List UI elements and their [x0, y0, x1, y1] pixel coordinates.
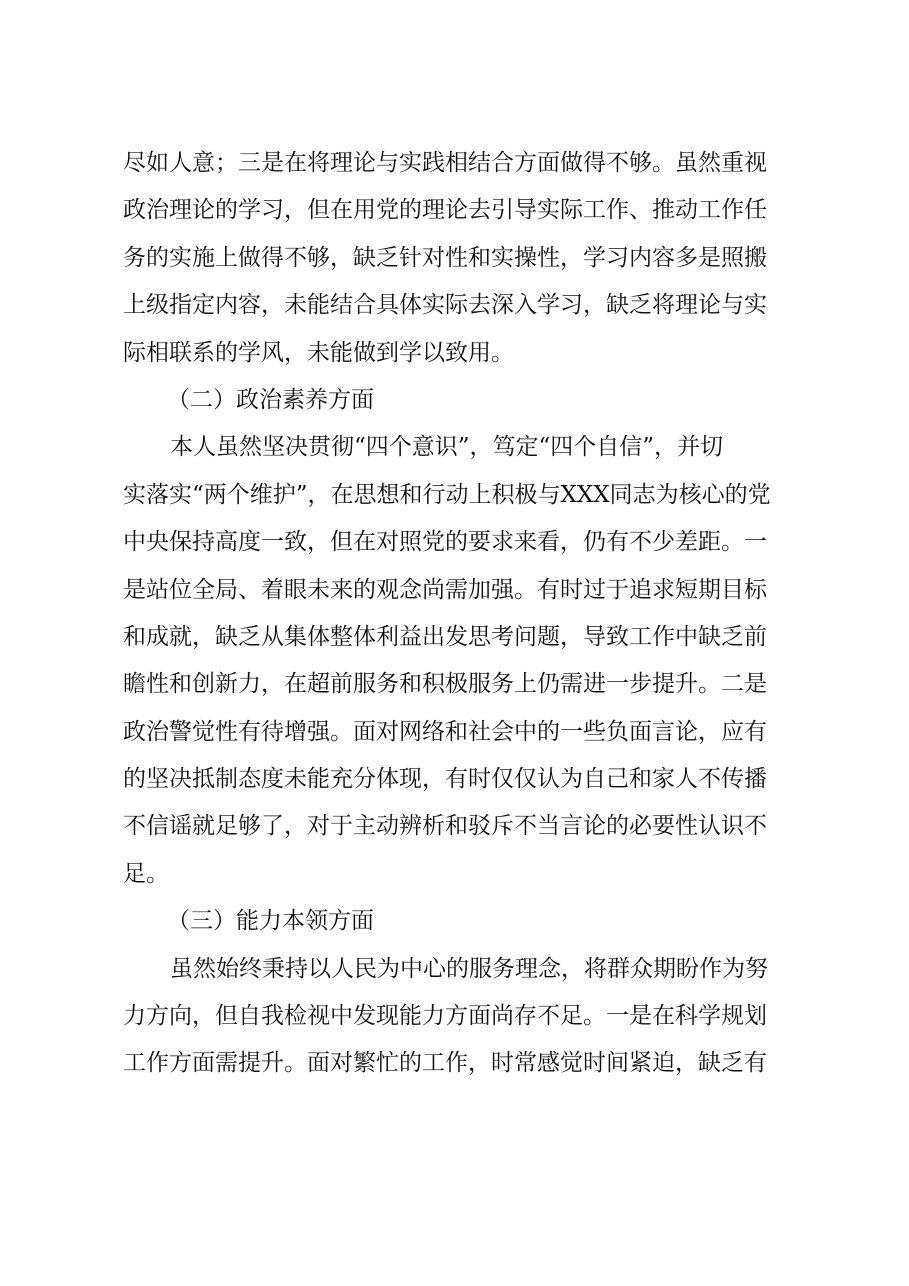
text-line: 足。 [123, 860, 169, 887]
section-heading: （三）能力本领方面 [167, 908, 374, 935]
text-line: 和成就，缺乏从集体整体利益出发思考问题，导致工作中缺乏前 [123, 623, 767, 650]
text-line: 工作方面需提升。面对繁忙的工作，时常感觉时间紧迫，缺乏有 [123, 1050, 767, 1077]
text-line: 力方向，但自我检视中发现能力方面尚存不足。一是在科学规划 [123, 1003, 767, 1030]
section-heading: （二）政治素养方面 [167, 386, 374, 413]
text-line: 务的实施上做得不够，缺乏针对性和实操性，学习内容多是照搬 [123, 244, 767, 271]
text-line: 尽如人意；三是在将理论与实践相结合方面做得不够。虽然重视 [123, 150, 767, 176]
text-line: 瞻性和创新力，在超前服务和积极服务上仍需进一步提升。二是 [123, 671, 767, 698]
text-line: 是站位全局、着眼未来的观念尚需加强。有时过于追求短期目标 [123, 576, 767, 603]
text-line: 中央保持高度一致，但在对照党的要求来看，仍有不少差距。一 [123, 529, 767, 556]
text-line: 实落实“两个维护”，在思想和行动上积极与XXX同志为核心的党 [123, 481, 771, 508]
text-line: 际相联系的学风，未能做到学以致用。 [123, 339, 514, 366]
document-body [123, 140, 813, 1088]
paragraph-first-line: 本人虽然坚决贯彻“四个意识”，笃定“四个自信”，并切 [170, 434, 724, 461]
text-line: 上级指定内容，未能结合具体实际去深入学习，缺乏将理论与实 [123, 292, 767, 319]
text-line: 政治理论的学习，但在用党的理论去引导实际工作、推动工作任 [123, 197, 767, 224]
text-line: 政治警觉性有待增强。面对网络和社会中的一些负面言论，应有 [123, 718, 767, 745]
text-line: 的坚决抵制态度未能充分体现，有时仅仅认为自己和家人不传播 [123, 766, 767, 793]
paragraph-first-line: 虽然始终秉持以人民为中心的服务理念，将群众期盼作为努 [170, 955, 768, 982]
text-line: 不信谣就足够了，对于主动辨析和驳斥不当言论的必要性认识不 [123, 813, 767, 840]
